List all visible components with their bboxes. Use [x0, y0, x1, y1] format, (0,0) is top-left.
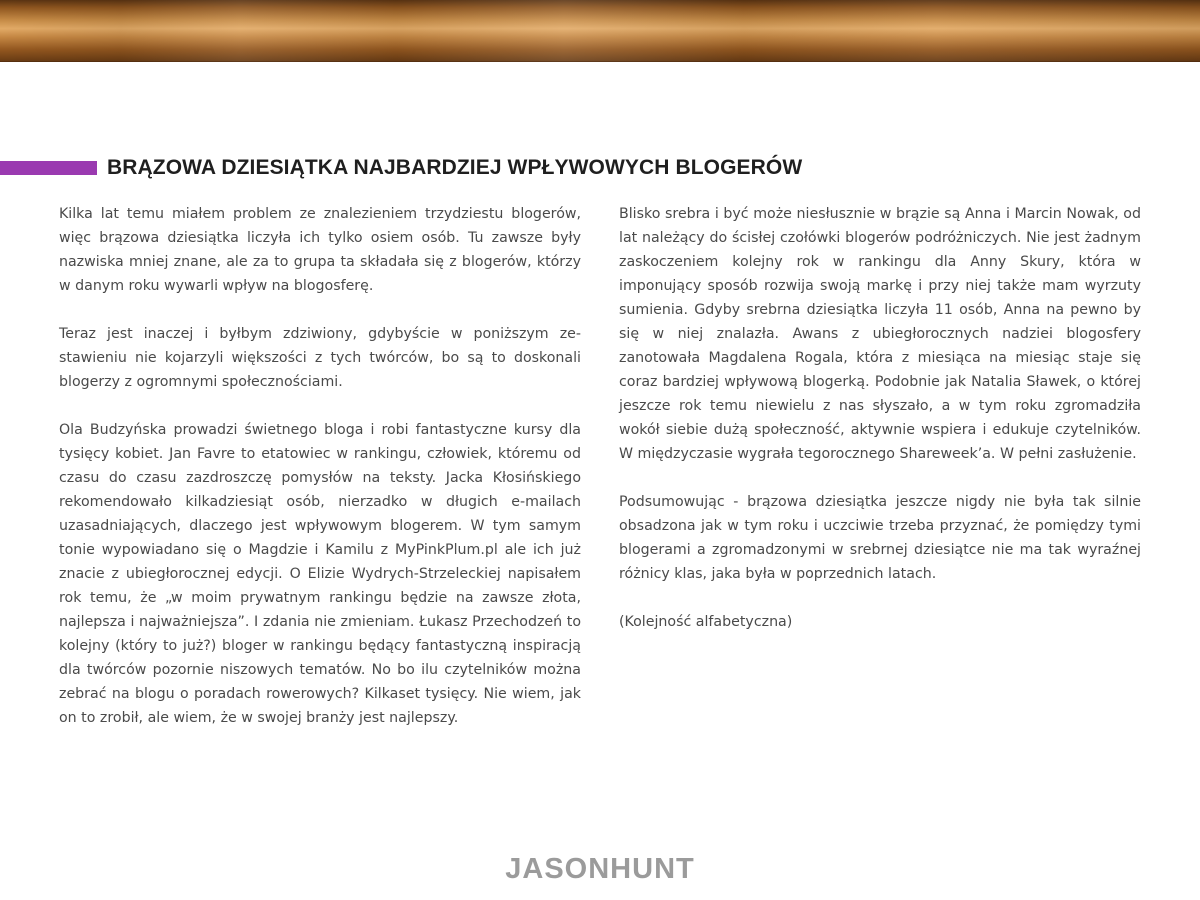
right-column	[619, 202, 1141, 634]
left-paragraph-1: Kilka lat temu miałem problem ze znalezieniem trzydziestu blogerów, więc brązowa dziesiątka liczyła ich tylko osiem osób. Tu zawsze były nazwiska mniej znane, ale za to grupa ta składała się z blogerów, którzy w danym roku wywarli wpływ na blogosferę.	[59, 206, 581, 294]
section-title: BRĄZOWA DZIESIĄTKA NAJBARDZIEJ WPŁYWOWYCH BLOGERÓW	[107, 156, 803, 179]
accent-bar	[0, 161, 97, 175]
left-column	[59, 202, 581, 730]
jasonhunt-logo	[0, 852, 1200, 886]
right-paragraph-1: Blisko srebra i być może niesłusznie w brązie są Anna i Marcin Nowak, od lat należący do ścisłej czołówki blogerów podróżniczych. Nie jest żadnym zaskoczeniem kolejny rok w rankingu dla Anny Skury, która w imponujący sposób rozwija swoją markę i przy niej także mam wyrzuty sumienia. Gdyby srebrna dziesiątka liczyła 11 osób, Anna na pewno by się w niej znalazła. Awans z ubiegłorocznych nadziei blogosfery zanotowała Magdalena Rogala, która z miesiąca na miesiąc staje się coraz bardziej wpływową blogerką. Podobnie jak Natalia Sławek, o której jeszcze rok temu niewielu z nas słyszało, a w tym roku zgromadziła wokół siebie dużą społeczność, aktywnie wspiera i edukuje czytelników. W międzyczasie wygrała tegorocznego Shareweek’a. W pełni zasłużenie.	[619, 206, 1141, 462]
bronze-header-band	[0, 0, 1200, 62]
logo-text: JASONHUNT	[505, 853, 695, 885]
section-heading	[0, 156, 1200, 180]
right-paragraph-2: Podsumowując - brązowa dziesiątka jeszcze nigdy nie była tak silnie obsadzona jak w tym roku i uczciwie trzeba przyznać, że pomiędzy tymi blogerami a zgromadzonymi w srebrnej dziesiątce nie ma tak wyraźnej różnicy klas, jaka była w poprzednich latach.	[619, 494, 1141, 582]
left-paragraph-3: Ola Budzyńska prowadzi świetnego bloga i robi fantastyczne kursy dla tysięcy kobiet. Jan Favre to etatowiec w rankingu, człowiek, któremu od czasu do czasu zazdroszczę pomysłów na teksty. Jacka Kłosińskiego rekomendowało kilkadziesiąt osób, nierzadko w długich e-mailach uzasadniających, dlaczego jest wpływowym blogerem. W tym samym tonie wypowiadano się o Magdzie i Kamilu z MyPinkPlum.pl ale ich już znacie z ubiegłorocznej edycji. O Elizie Wydrych-Strzeleckiej napisałem rok temu, że „w moim prywatnym rankingu będzie na zawsze złota, najlepsza i najważniejsza”. I zdania nie zmieniam. Łukasz Przechodzeń to kolejny (który to już?) bloger w rankingu będący fantastyczną inspiracją dla twórców pozornie niszowych tematów. No bo ilu czytelników można zebrać na blogu o poradach rowerowych? Kilkaset tysięcy. Nie wiem, jak on to zrobił, ale wiem, że w swojej branży jest najlepszy.	[59, 422, 581, 726]
right-paragraph-3: (Kolejność alfabetyczna)	[619, 614, 793, 630]
left-paragraph-2: Teraz jest inaczej i byłbym zdziwiony, gdybyście w poniższym zestawieniu nie kojarzyli większości z tych twórców, bo są to doskonali blogerzy z ogromnymi społecznościami.	[59, 326, 581, 390]
